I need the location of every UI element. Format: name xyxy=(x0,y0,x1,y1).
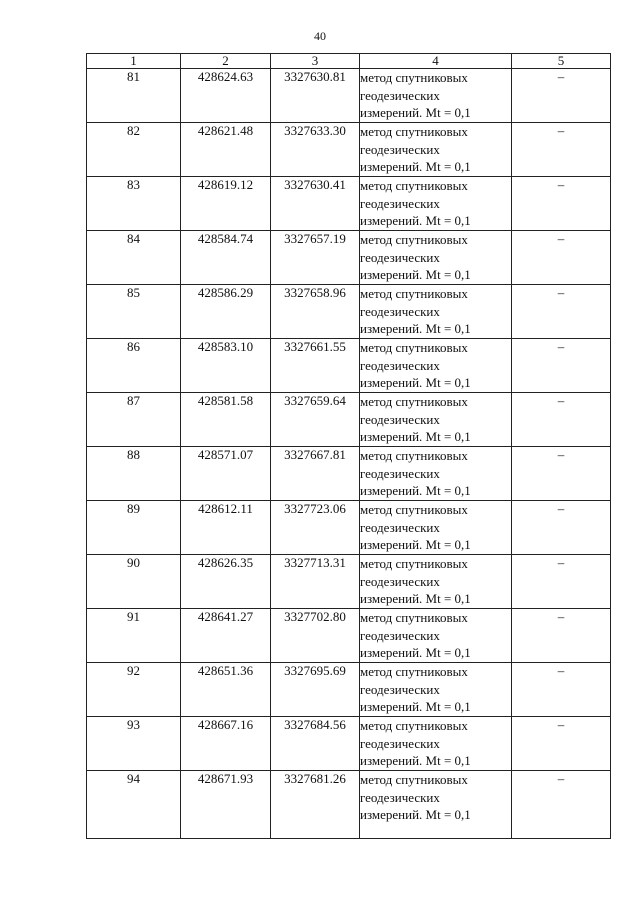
x-coordinate-cell: 428581.58 xyxy=(181,393,271,447)
method-line-2: геодезических xyxy=(360,87,440,103)
table-row xyxy=(87,609,611,663)
y-coordinate-cell: 3327702.80 xyxy=(271,609,360,663)
table-row xyxy=(87,447,611,501)
y-coordinate-cell: 3327657.19 xyxy=(271,231,360,285)
method-cell xyxy=(360,393,512,447)
point-number-cell: 94 xyxy=(87,771,181,839)
point-number-cell: 91 xyxy=(87,609,181,663)
method-line-1: метод спутниковых xyxy=(360,664,468,679)
column-header-4: 4 xyxy=(360,54,512,69)
method-line-3: измерений. Mt = 0,1 xyxy=(360,375,471,390)
note-cell: – xyxy=(512,393,611,447)
method-line-3: измерений. Mt = 0,1 xyxy=(360,807,471,822)
method-cell xyxy=(360,555,512,609)
method-line-1: метод спутниковых xyxy=(360,502,468,517)
table-row xyxy=(87,771,611,839)
table-body xyxy=(87,69,611,839)
y-coordinate-cell: 3327681.26 xyxy=(271,771,360,839)
method-line-1: метод спутниковых xyxy=(360,718,468,733)
method-line-3: измерений. Mt = 0,1 xyxy=(360,321,471,336)
x-coordinate-cell: 428571.07 xyxy=(181,447,271,501)
column-header-2: 2 xyxy=(181,54,271,69)
method-cell xyxy=(360,501,512,555)
x-coordinate-cell: 428626.35 xyxy=(181,555,271,609)
x-coordinate-cell: 428619.12 xyxy=(181,177,271,231)
note-cell: – xyxy=(512,177,611,231)
method-line-1: метод спутниковых xyxy=(360,232,468,247)
column-header-1: 1 xyxy=(87,54,181,69)
table-row xyxy=(87,501,611,555)
note-cell: – xyxy=(512,609,611,663)
method-cell xyxy=(360,69,512,123)
table-row xyxy=(87,69,611,123)
method-line-1: метод спутниковых xyxy=(360,340,468,355)
note-cell: – xyxy=(512,339,611,393)
point-number-cell: 89 xyxy=(87,501,181,555)
method-line-1: метод спутниковых xyxy=(360,394,468,409)
note-cell: – xyxy=(512,231,611,285)
note-cell: – xyxy=(512,555,611,609)
method-cell xyxy=(360,339,512,393)
point-number-cell: 83 xyxy=(87,177,181,231)
table-row xyxy=(87,393,611,447)
method-cell xyxy=(360,231,512,285)
point-number-cell: 88 xyxy=(87,447,181,501)
method-line-1: метод спутниковых xyxy=(360,556,468,571)
method-line-2: геодезических xyxy=(360,627,440,643)
y-coordinate-cell: 3327659.64 xyxy=(271,393,360,447)
y-coordinate-cell: 3327695.69 xyxy=(271,663,360,717)
method-line-3: измерений. Mt = 0,1 xyxy=(360,429,471,444)
x-coordinate-cell: 428584.74 xyxy=(181,231,271,285)
x-coordinate-cell: 428612.11 xyxy=(181,501,271,555)
y-coordinate-cell: 3327661.55 xyxy=(271,339,360,393)
note-cell: – xyxy=(512,717,611,771)
method-line-2: геодезических xyxy=(360,465,440,481)
x-coordinate-cell: 428583.10 xyxy=(181,339,271,393)
table-row xyxy=(87,555,611,609)
note-cell: – xyxy=(512,123,611,177)
note-cell: – xyxy=(512,663,611,717)
coordinates-table xyxy=(86,53,611,839)
method-line-3: измерений. Mt = 0,1 xyxy=(360,483,471,498)
y-coordinate-cell: 3327630.41 xyxy=(271,177,360,231)
table-row xyxy=(87,123,611,177)
table-row xyxy=(87,663,611,717)
table-row xyxy=(87,177,611,231)
method-cell xyxy=(360,717,512,771)
x-coordinate-cell: 428667.16 xyxy=(181,717,271,771)
x-coordinate-cell: 428641.27 xyxy=(181,609,271,663)
y-coordinate-cell: 3327713.31 xyxy=(271,555,360,609)
point-number-cell: 84 xyxy=(87,231,181,285)
table-row xyxy=(87,339,611,393)
y-coordinate-cell: 3327630.81 xyxy=(271,69,360,123)
y-coordinate-cell: 3327633.30 xyxy=(271,123,360,177)
point-number-cell: 92 xyxy=(87,663,181,717)
point-number-cell: 85 xyxy=(87,285,181,339)
method-cell xyxy=(360,177,512,231)
method-line-3: измерений. Mt = 0,1 xyxy=(360,537,471,552)
page-number: 40 xyxy=(314,29,326,43)
method-line-1: метод спутниковых xyxy=(360,70,468,85)
method-line-1: метод спутниковых xyxy=(360,124,468,139)
method-line-2: геодезических xyxy=(360,789,440,805)
method-line-3: измерений. Mt = 0,1 xyxy=(360,267,471,282)
note-cell: – xyxy=(512,447,611,501)
method-line-3: измерений. Mt = 0,1 xyxy=(360,645,471,660)
method-line-1: метод спутниковых xyxy=(360,772,468,787)
y-coordinate-cell: 3327684.56 xyxy=(271,717,360,771)
y-coordinate-cell: 3327723.06 xyxy=(271,501,360,555)
y-coordinate-cell: 3327658.96 xyxy=(271,285,360,339)
point-number-cell: 93 xyxy=(87,717,181,771)
method-line-1: метод спутниковых xyxy=(360,178,468,193)
method-line-2: геодезических xyxy=(360,195,440,211)
table-row xyxy=(87,717,611,771)
method-cell xyxy=(360,447,512,501)
note-cell: – xyxy=(512,501,611,555)
note-cell: – xyxy=(512,285,611,339)
method-line-2: геодезических xyxy=(360,249,440,265)
x-coordinate-cell: 428624.63 xyxy=(181,69,271,123)
method-cell xyxy=(360,771,512,839)
method-cell xyxy=(360,609,512,663)
x-coordinate-cell: 428586.29 xyxy=(181,285,271,339)
table-row xyxy=(87,231,611,285)
method-cell xyxy=(360,663,512,717)
x-coordinate-cell: 428671.93 xyxy=(181,771,271,839)
method-line-2: геодезических xyxy=(360,141,440,157)
method-line-3: измерений. Mt = 0,1 xyxy=(360,159,471,174)
method-line-2: геодезических xyxy=(360,519,440,535)
method-line-3: измерений. Mt = 0,1 xyxy=(360,213,471,228)
method-line-1: метод спутниковых xyxy=(360,448,468,463)
note-cell: – xyxy=(512,771,611,839)
y-coordinate-cell: 3327667.81 xyxy=(271,447,360,501)
method-line-2: геодезических xyxy=(360,411,440,427)
method-line-3: измерений. Mt = 0,1 xyxy=(360,753,471,768)
method-line-1: метод спутниковых xyxy=(360,286,468,301)
x-coordinate-cell: 428651.36 xyxy=(181,663,271,717)
method-line-2: геодезических xyxy=(360,735,440,751)
column-header-5: 5 xyxy=(512,54,611,69)
point-number-cell: 87 xyxy=(87,393,181,447)
point-number-cell: 82 xyxy=(87,123,181,177)
note-cell: – xyxy=(512,69,611,123)
method-line-3: измерений. Mt = 0,1 xyxy=(360,105,471,120)
method-line-1: метод спутниковых xyxy=(360,610,468,625)
point-number-cell: 86 xyxy=(87,339,181,393)
column-header-3: 3 xyxy=(271,54,360,69)
method-line-2: геодезических xyxy=(360,357,440,373)
x-coordinate-cell: 428621.48 xyxy=(181,123,271,177)
method-line-2: геодезических xyxy=(360,681,440,697)
table-header-row xyxy=(87,54,611,69)
method-line-2: геодезических xyxy=(360,573,440,589)
table-row xyxy=(87,285,611,339)
method-line-3: измерений. Mt = 0,1 xyxy=(360,699,471,714)
method-line-2: геодезических xyxy=(360,303,440,319)
method-line-3: измерений. Mt = 0,1 xyxy=(360,591,471,606)
method-cell xyxy=(360,123,512,177)
point-number-cell: 90 xyxy=(87,555,181,609)
method-cell xyxy=(360,285,512,339)
point-number-cell: 81 xyxy=(87,69,181,123)
